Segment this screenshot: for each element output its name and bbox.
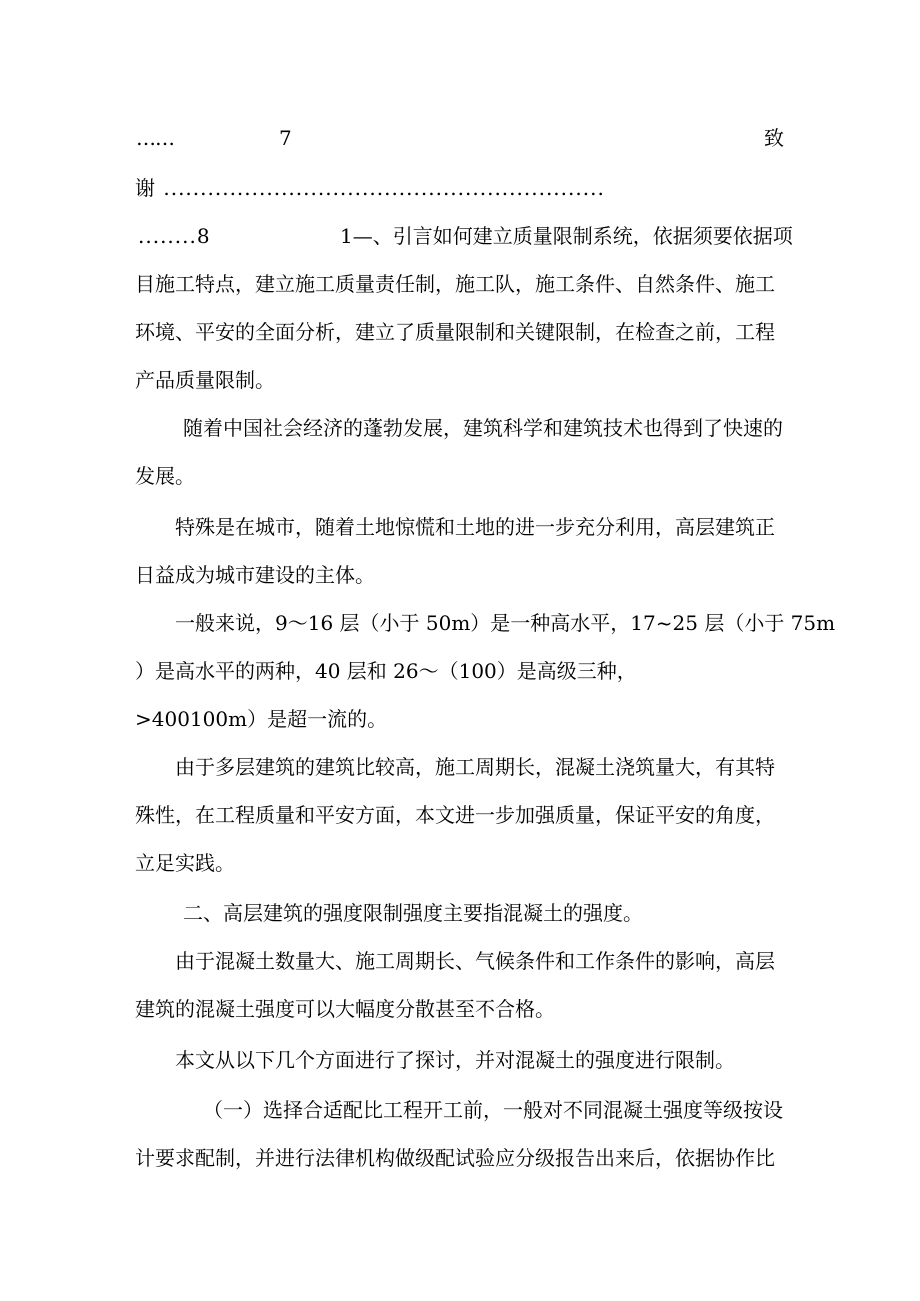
body-line: 本文从以下几个方面进行了探讨，并对混凝土的强度进行限制。 [175,1048,735,1072]
section-heading-intro: 1—、引言如何建立质量限制系统，依据须要依据项 [340,224,793,248]
body-line: 由于混凝土数量大、施工周期长、气候条件和工作条件的影响，高层 [175,949,775,973]
toc-entry-leader: 谢 ............................................................ [135,176,605,200]
toc-dots-leader: …… [136,126,174,150]
body-line: 目施工特点，建立施工质量责任制，施工队，施工条件、自然条件、施工 [135,272,775,296]
body-line: 发展。 [135,464,195,488]
body-line: 殊性，在工程质量和平安方面，本文进一步加强质量，保证平安的角度， [135,803,775,827]
body-line: 立足实践。 [135,851,235,875]
body-line: >400100m）是超一流的。 [135,707,388,731]
body-line: 特殊是在城市，随着土地惊慌和土地的进一步充分利用，高层建筑正 [175,515,775,539]
toc-entry-title: 致 [764,126,784,150]
body-line: 建筑的混凝土强度可以大幅度分散甚至不合格。 [135,997,555,1021]
body-line: 计要求配制，并进行法律机构做级配试验应分级报告出来后，依据协作比 [135,1146,775,1170]
body-line: 随着中国社会经济的蓬勃发展，建筑科学和建筑技术也得到了快速的 [183,416,783,440]
toc-entry-page: ........8 [138,224,211,248]
body-line: 产品质量限制。 [135,368,275,392]
body-line: 日益成为城市建设的主体。 [135,563,375,587]
body-line: 一般来说，9～16 层（小于 50m）是一种高水平，17~25 层（小于 75m [175,611,836,635]
body-line: ）是高水平的两种，40 层和 26～（100）是高级三种， [135,659,637,683]
body-line: 环境、平安的全面分析，建立了质量限制和关键限制，在检查之前，工程 [135,320,775,344]
subsection-heading: （一）选择合适配比工程开工前，一般对不同混凝土强度等级按设 [203,1098,783,1122]
body-line: 由于多层建筑的建筑比较高，施工周期长，混凝土浇筑量大，有其特 [175,755,775,779]
section-heading: 二、高层建筑的强度限制强度主要指混凝土的强度。 [183,901,643,925]
toc-page-number: 7 [279,126,292,150]
